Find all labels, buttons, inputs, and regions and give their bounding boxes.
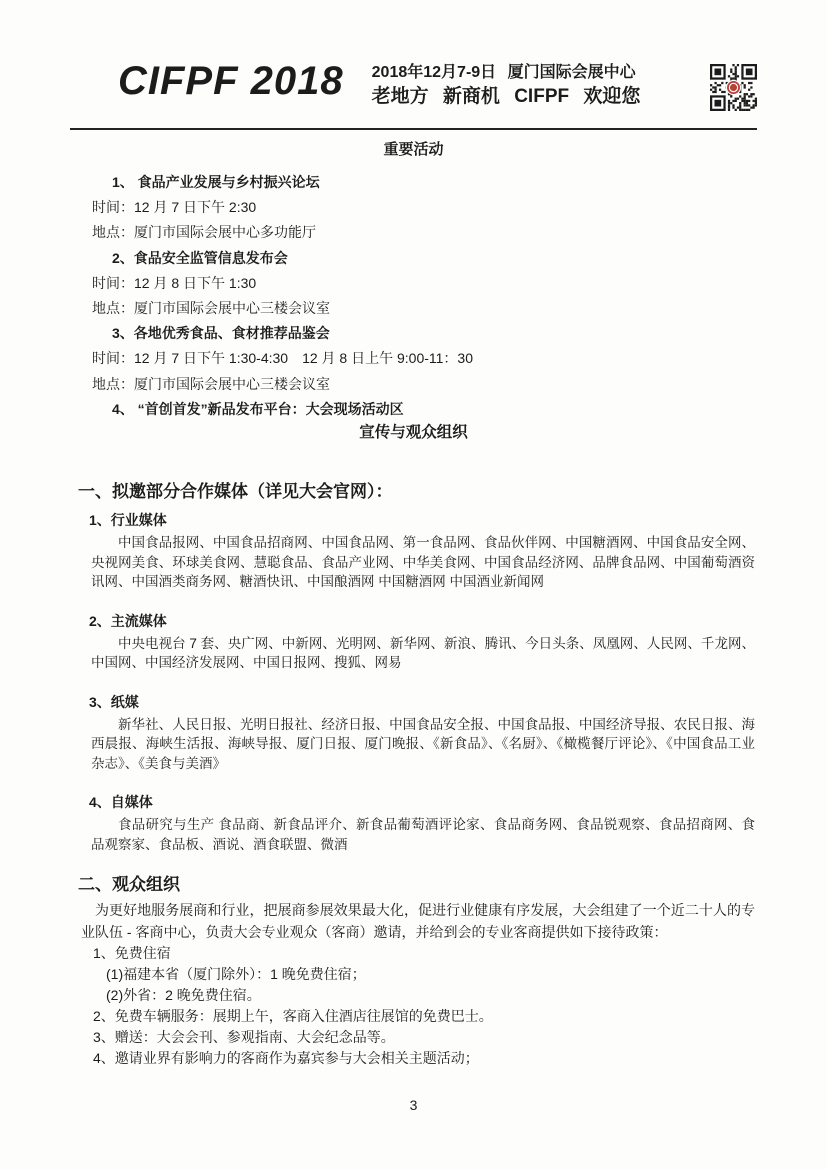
event-place: 地点：厦门市国际会展中心三楼会议室 bbox=[92, 375, 330, 392]
media-section-heading: 一、拟邀部分合作媒体（详见大会官网）： bbox=[78, 482, 393, 502]
audience-policy-subitem: (2)外省：2 晚免费住宿。 bbox=[106, 987, 261, 1004]
media-group-text: 中国食品报网、中国食品招商网、中国食品网、第一食品网、食品伙伴网、中国糖酒网、中国食品安全网、央视网美食、环球美食网、慧聪食品、食品产业网、中华美食网、中国食品经济网、品牌食品网、中国葡萄酒资讯网、中国酒类商务网、糖酒快讯、中国酿酒网 中国糖酒网 中国酒业新闻网 bbox=[91, 535, 755, 590]
document-header bbox=[72, 54, 757, 112]
important-events-list bbox=[72, 170, 755, 422]
page-number: 3 bbox=[409, 1097, 418, 1113]
header-tagline bbox=[372, 54, 641, 109]
event-item bbox=[72, 246, 755, 322]
event-heading: 2、食品安全监管信息发布会 bbox=[112, 249, 288, 266]
audience-policy-item: 4、邀请业界有影响力的客商作为嘉宾参与大会相关主题活动； bbox=[93, 1050, 479, 1067]
event-time: 时间：12 月 7 日下午 1:30-4:30 12 月 8 日上午 9:00-11：30 bbox=[92, 350, 474, 367]
event-slogan-text: 老地方 新商机 CIFPF 欢迎您 bbox=[371, 86, 641, 107]
event-item bbox=[72, 321, 755, 397]
header-divider bbox=[70, 128, 757, 130]
brand-logo: CIFPF 2018 bbox=[118, 59, 344, 103]
event-place: 地点：厦门市国际会展中心多功能厅 bbox=[92, 224, 316, 241]
audience-policy-item: 1、免费住宿 bbox=[93, 945, 171, 962]
event-time: 时间：12 月 8 日下午 1:30 bbox=[92, 274, 257, 291]
media-group-label: 4、自媒体 bbox=[89, 794, 153, 811]
audience-policy-list bbox=[72, 943, 755, 1069]
media-group-label: 1、行业媒体 bbox=[89, 512, 167, 529]
media-group bbox=[0, 792, 827, 854]
media-group-text: 食品研究与生产 食品商、新食品评介、新食品葡萄酒评论家、食品商务网、食品锐观察、食品招商网、食品观察家、食品板、酒说、酒食联盟、微酒 bbox=[91, 817, 755, 852]
media-group-label: 3、纸媒 bbox=[89, 693, 139, 710]
media-group-text: 新华社、人民日报、光明日报社、经济日报、中国食品安全报、中国食品报、中国经济导报、农民日报、海西晨报、海峡生活报、海峡导报、厦门日报、厦门晚报、《新食品》、《名厨》、《橄榄餐厅评论》、《中国食品工业杂志》、《美食与美酒》 bbox=[91, 716, 755, 771]
audience-section-heading: 二、观众组织 bbox=[78, 875, 180, 895]
media-group-text: 中央电视台 7 套、央广网、中新网、光明网、新华网、新浪、腾讯、今日头条、凤凰网、人民网、千龙网、中国网、中国经济发展网、中国日报网、搜狐、网易 bbox=[91, 635, 755, 671]
event-item bbox=[72, 397, 755, 422]
media-group bbox=[0, 692, 827, 774]
audience-policy-item: 2、免费车辆服务：展期上午，客商入住酒店往展馆的免费巴士。 bbox=[93, 1008, 493, 1025]
qr-code-icon bbox=[710, 64, 757, 111]
section-title-publicity: 宣传与观众组织 bbox=[359, 424, 468, 442]
media-group-label: 2、主流媒体 bbox=[89, 612, 167, 629]
event-heading: 4、 “首创首发”新品发布平台：大会现场活动区 bbox=[112, 400, 404, 417]
audience-policy-subitem: (1)福建本省（厦门除外）：1 晚免费住宿； bbox=[106, 966, 366, 983]
media-group bbox=[0, 510, 827, 592]
audience-intro-paragraph: 为更好地服务展商和行业，把展商参展效果最大化，促进行业健康有序发展，大会组建了一个近二十人的专业队伍 - 客商中心，负责大会专业观众（客商）邀请，并给到会的专业客商提供如下接待政策： bbox=[81, 902, 755, 940]
section-title-important-events: 重要活动 bbox=[383, 141, 444, 158]
media-group bbox=[0, 611, 827, 673]
event-place: 地点：厦门市国际会展中心三楼会议室 bbox=[92, 300, 330, 317]
event-date-venue-text: 2018年12月7-9日 厦门国际会展中心 bbox=[371, 64, 636, 81]
event-item bbox=[72, 170, 755, 246]
event-time: 时间：12 月 7 日下午 2:30 bbox=[92, 199, 257, 216]
event-heading: 1、 食品产业发展与乡村振兴论坛 bbox=[112, 174, 320, 190]
event-heading: 3、各地优秀食品、食材推荐品鉴会 bbox=[112, 325, 330, 342]
audience-policy-item: 3、赠送：大会会刊、参观指南、大会纪念品等。 bbox=[93, 1029, 395, 1046]
